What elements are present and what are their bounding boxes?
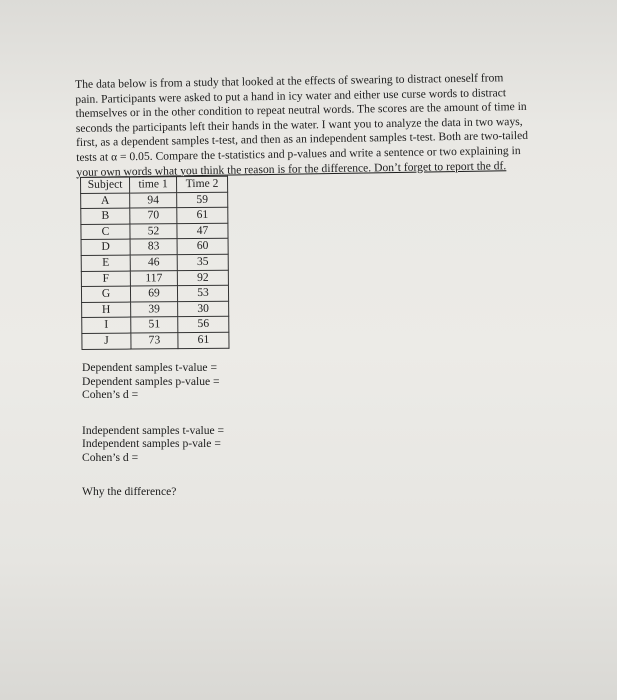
cell-time-1: 46 [130,255,177,271]
instructions-paragraph [75,71,547,181]
table-row [82,332,229,349]
table-row [81,285,228,302]
instructions-line-5: first, as a dependent samples t-test, and then as an independent samples t-test. Both are two-tailed [75,129,529,150]
instructions-line-6: tests at α = 0.05. Compare the t-statistics and p-values and write a sentence or two explaining in [76,143,521,164]
cell-subject: B [81,208,130,224]
dependent-t-value-label: Dependent samples t-value = [82,361,217,374]
table-row [81,223,228,240]
cell-subject: D [81,239,130,255]
cell-subject: J [82,333,131,349]
table-row [81,254,228,271]
cell-time-1: 69 [130,286,177,302]
cell-time-1: 83 [130,239,177,255]
table-row [82,317,229,334]
instructions-line-3: themselves or in the other condition to repeat neutral words. The scores are the amount of time in [75,100,527,121]
cell-subject: H [82,302,131,318]
instructions-line-2: pain. Participants were asked to put a hand in icy water and either use curse words to distract [75,85,507,106]
cell-subject: E [81,255,130,271]
cell-time-2: 56 [178,317,229,333]
instructions-line-1: The data below is from a study that looked at the effects of swearing to distract oneself from [75,71,504,91]
dependent-p-value-label: Dependent samples p-value = [82,374,220,388]
header-time-1: time 1 [130,177,177,193]
cell-subject: G [81,286,130,302]
cell-time-2: 47 [177,223,228,239]
cell-time-2: 92 [177,270,228,286]
cell-subject: A [81,193,130,209]
instructions-line-7: your own words what you think the reason is for the difference. Don’t forget to report the df. [76,158,507,179]
cell-time-1: 39 [131,301,178,317]
answer-section [82,361,322,498]
table-row [81,207,228,224]
data-table [80,176,229,350]
table-row [81,270,228,287]
dependent-cohens-d-label: Cohen’s d = [82,388,139,402]
cell-time-1: 117 [130,270,177,286]
independent-cohens-d-label: Cohen’s d = [82,450,139,464]
cell-time-2: 61 [177,207,228,223]
cell-time-2: 59 [177,192,228,208]
cell-time-1: 94 [130,192,177,208]
cell-subject: C [81,224,130,240]
cell-time-1: 73 [131,333,178,349]
cell-time-2: 30 [178,301,229,317]
instructions-line-4: seconds the participants left their hands in the water. I want you to analyze the data in two ways, [75,114,523,135]
cell-time-2: 35 [177,254,228,270]
table-row [82,301,229,318]
cell-time-1: 51 [131,317,178,333]
header-subject: Subject [81,177,130,193]
table-header-row [81,176,228,193]
cell-time-1: 52 [130,223,177,239]
cell-time-2: 61 [178,332,229,348]
cell-subject: I [82,317,131,333]
table-row [81,192,228,209]
cell-time-2: 60 [177,239,228,255]
cell-time-1: 70 [130,208,177,224]
independent-t-value-label: Independent samples t-value = [82,423,225,437]
table-row [81,239,228,256]
cell-subject: F [81,271,130,287]
why-difference-question: Why the difference? [82,484,177,498]
independent-p-value-label: Independent samples p-vale = [82,437,221,451]
header-time-2: Time 2 [177,176,228,192]
cell-time-2: 53 [177,285,228,301]
